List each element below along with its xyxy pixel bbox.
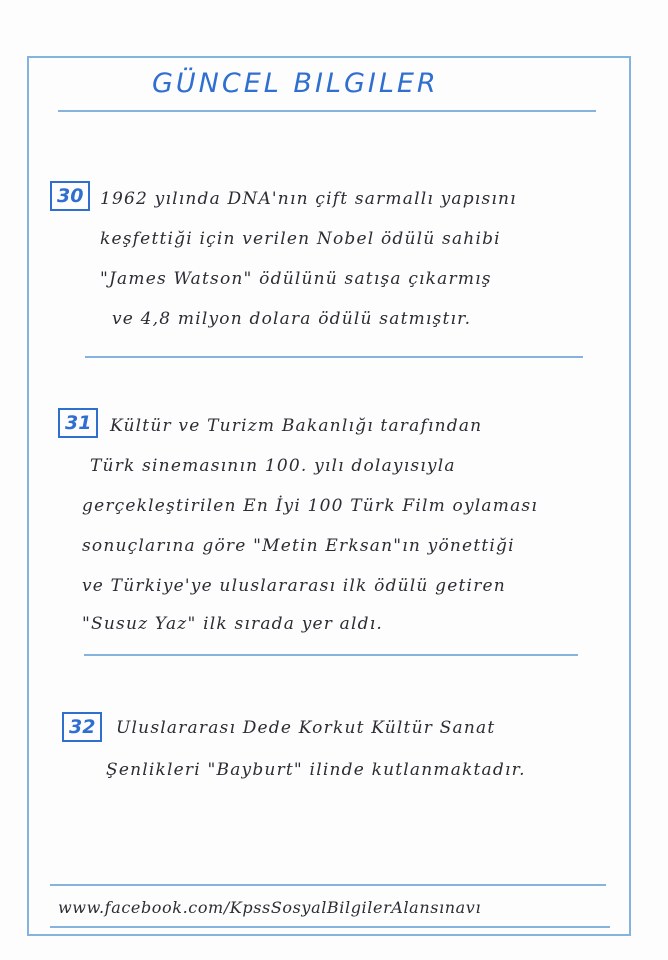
item-line: gerçekleştirilen En İyi 100 Türk Film oylaması: [82, 496, 538, 516]
item-number-badge: 32: [62, 712, 102, 742]
item-line: Kültür ve Turizm Bakanlığı tarafından: [110, 416, 483, 436]
item-line: Uluslararası Dede Korkut Kültür Sanat: [116, 718, 496, 738]
item-line: "Susuz Yaz" ilk sırada yer aldı.: [82, 614, 383, 634]
item-line: ve Türkiye'ye uluslararası ilk ödülü getiren: [82, 576, 506, 596]
item-line: Şenlikleri "Bayburt" ilinde kutlanmaktadır.: [106, 760, 526, 780]
section-divider: [85, 356, 583, 358]
item-line: ve 4,8 milyon dolara ödülü satmıştır.: [112, 309, 472, 329]
item-line: Türk sinemasının 100. yılı dolayısıyla: [90, 456, 456, 476]
item-number-badge: 30: [50, 181, 90, 211]
section-divider: [84, 654, 578, 656]
title-underline: [58, 110, 596, 112]
footer-underline: [50, 926, 610, 928]
item-line: sonuçlarına göre "Metin Erksan"ın yönettiği: [82, 536, 515, 556]
item-line: 1962 yılında DNA'nın çift sarmallı yapısını: [100, 189, 517, 209]
footer-divider: [50, 884, 606, 886]
page-title: GÜNCEL BILGILER: [152, 68, 439, 99]
item-line: keşfettiği için verilen Nobel ödülü sahibi: [100, 229, 501, 249]
footer-link: www.facebook.com/KpssSosyalBilgilerAlansınavı: [58, 898, 482, 917]
item-number-badge: 31: [58, 408, 98, 438]
item-line: "James Watson" ödülünü satışa çıkarmış: [100, 269, 492, 289]
